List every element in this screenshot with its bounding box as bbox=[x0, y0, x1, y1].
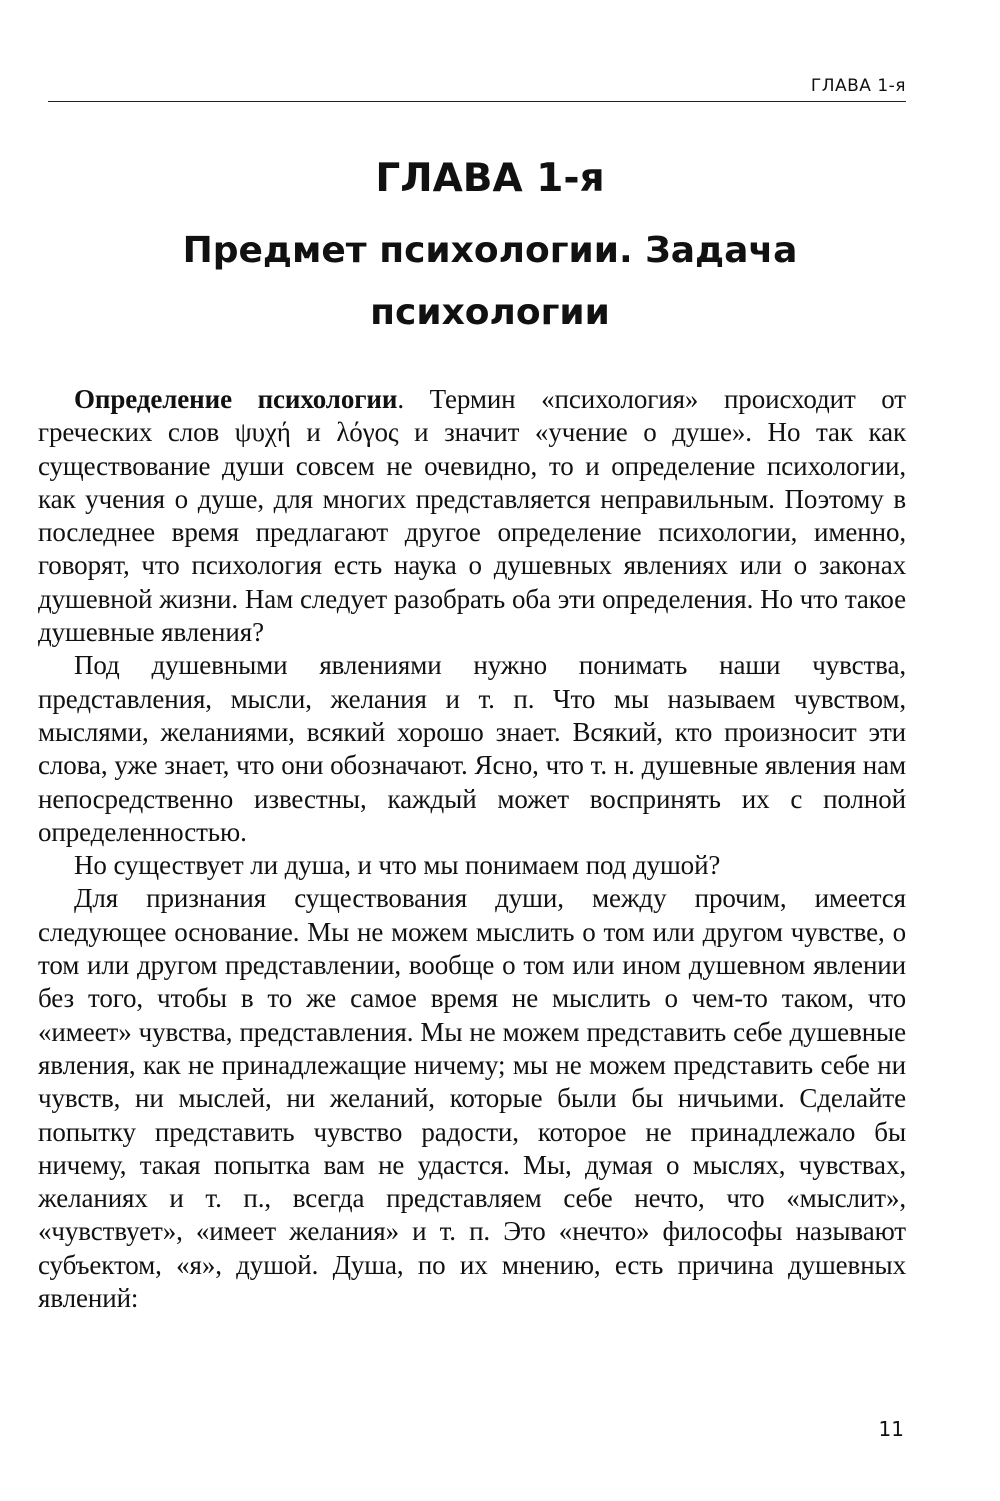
paragraph bbox=[38, 383, 906, 649]
paragraph: Но существует ли душа, и что мы понимаем под душой? bbox=[74, 850, 721, 881]
paragraph: Для признания существования души, между прочим, имеется следующее основание. Мы не можем мыслить о том или другом чувстве, о том или другом представлении, вообще о том или ином душевном явлении без того, чтобы в то же самое время не мыслить о чем-то таком, что «имеет» чувства, представления. Мы не можем представить себе душевные явления, как не принадлежащие ничему; мы не можем представить себе ни чувств, ни мыслей, ни желаний, которые были бы ничьими. Сделайте попытку представить чувство радости, которое не принадлежало бы ничему, такая попытка вам не удастся. Мы, думая о мыслях, чувствах, желаниях и т. п., всегда представляем себе нечто, что «мыслит», «чувствует», «имеет желания» и т. п. Это «нечто» философы называют субъектом, «я», душой. Душа, по их мнению, есть причина душевных явлений: bbox=[38, 883, 906, 1314]
paragraph-lead: Определение психологии bbox=[74, 384, 398, 414]
paragraph-text: . Термин «психология» происходит от греческих слов ψυχή и λόγος и значит «учение о душе». Но так как существование души совсем не очевидно, то и определение психологии, как учения о душе, для многих представляется неправильным. Поэтому в последнее время предлагают другое определение психологии, именно, говорят, что психология есть наука о душевных явлениях или о законах душевной жизни. Нам следует разобрать оба эти определения. Но что такое душевные явления? bbox=[38, 384, 907, 648]
page-number: 11 bbox=[878, 1417, 904, 1441]
body-text bbox=[38, 383, 906, 1315]
header-rule bbox=[48, 101, 906, 102]
running-head: ГЛАВА 1-я bbox=[810, 76, 906, 96]
chapter-number: ГЛАВА 1-я bbox=[375, 156, 605, 201]
chapter-title: Предмет психологии. Задача психологии bbox=[182, 230, 798, 333]
paragraph: Под душевными явлениями нужно понимать наши чувства, представления, мысли, желания и т. п. Что мы называем чувством, мыслями, желаниями, всякий хорошо знает. Всякий, кто произносит эти слова, уже знает, что они обозначают. Ясно, что т. н. душевные явления нам непосредственно известны, каждый может воспринять их с полной определенностью. bbox=[38, 650, 906, 847]
